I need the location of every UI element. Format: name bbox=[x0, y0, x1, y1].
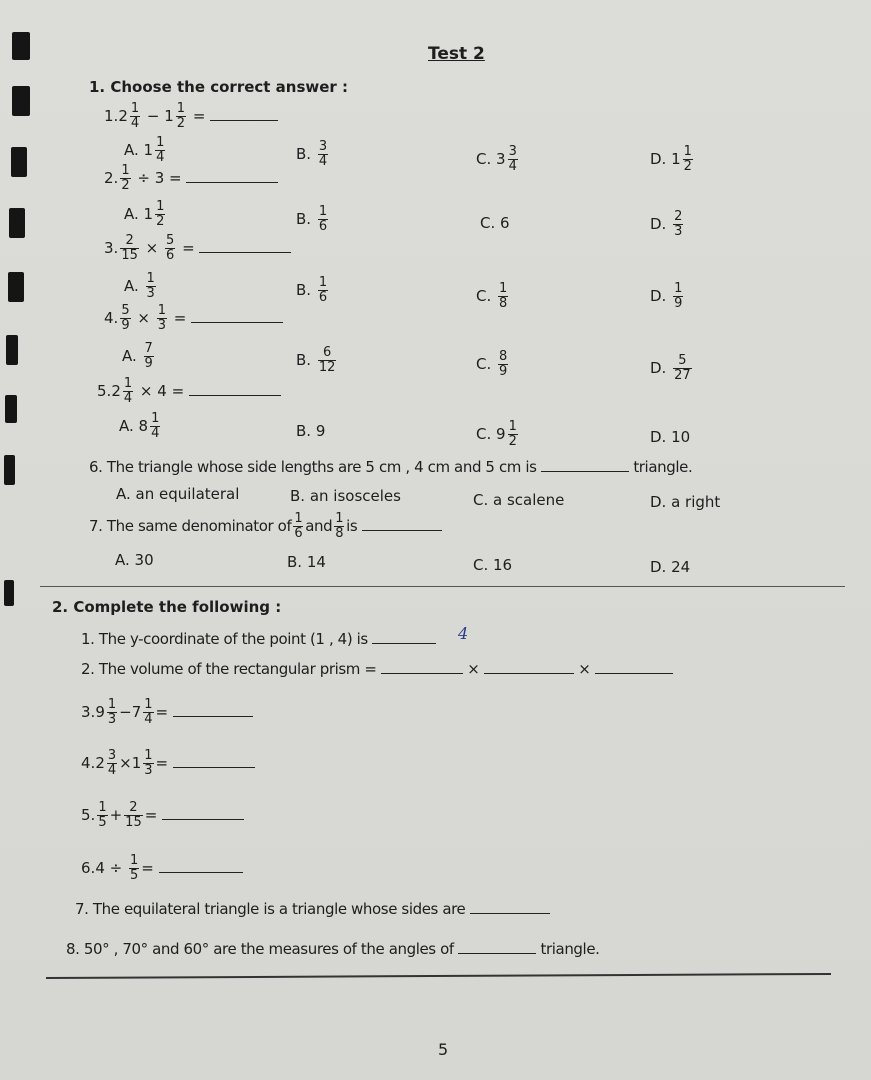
q1-4-option-a[interactable]: A. $\frac{7}{9}$ bbox=[122, 341, 153, 371]
q2-8-question: 8. 50° , 70° and 60° are the measures of the angles of triangle. bbox=[66, 940, 600, 958]
answer-blank[interactable] bbox=[173, 704, 253, 717]
section-divider bbox=[40, 586, 845, 587]
q1-1-expression: 1.2 $\frac{1}{4}$ − 1 $\frac{1}{2}$ = bbox=[104, 102, 278, 131]
q1-1-option-a[interactable]: A. 1 $\frac{1}{4}$ bbox=[124, 135, 165, 165]
answer-blank[interactable] bbox=[362, 518, 442, 531]
q1-5-option-b[interactable]: B. 9 bbox=[296, 422, 326, 440]
q1-5-option-d[interactable]: D. 10 bbox=[650, 428, 691, 446]
answer-blank[interactable] bbox=[199, 240, 291, 253]
answer-blank[interactable] bbox=[484, 661, 574, 674]
binder-hole bbox=[5, 395, 17, 423]
q2-4-expression: 4.2 $\frac{3}{4}$ ×1 $\frac{1}{3}$ = bbox=[81, 749, 255, 778]
q1-5-expression: 5.2 $\frac{1}{4}$ × 4 = bbox=[97, 377, 281, 406]
q1-1-option-c[interactable]: C. 3 $\frac{3}{4}$ bbox=[476, 144, 517, 174]
q1-2-expression: 2. $\frac{1}{2}$ ÷ 3 = bbox=[104, 164, 278, 193]
q1-7-option-a[interactable]: A. 30 bbox=[115, 551, 154, 569]
answer-blank[interactable] bbox=[173, 755, 255, 768]
answer-blank[interactable] bbox=[191, 310, 283, 323]
answer-blank[interactable] bbox=[159, 860, 243, 873]
page-title: Test 2 bbox=[428, 44, 485, 64]
q2-1-question: 1. The y-coordinate of the point (1 , 4) is bbox=[81, 630, 436, 648]
q1-3-option-b[interactable]: B. $\frac{1}{6}$ bbox=[296, 275, 328, 305]
binder-hole bbox=[12, 32, 30, 60]
bottom-divider bbox=[46, 973, 831, 979]
q1-2-option-a[interactable]: A. 1 $\frac{1}{2}$ bbox=[124, 199, 165, 229]
q1-5-option-c[interactable]: C. 9 $\frac{1}{2}$ bbox=[476, 419, 517, 449]
answer-blank[interactable] bbox=[381, 661, 463, 674]
q1-7-option-d[interactable]: D. 24 bbox=[650, 558, 691, 576]
answer-blank[interactable] bbox=[470, 901, 550, 914]
q1-2-option-b[interactable]: B. $\frac{1}{6}$ bbox=[296, 204, 328, 234]
answer-blank[interactable] bbox=[162, 807, 244, 820]
page-number: 5 bbox=[438, 1040, 449, 1059]
binder-hole bbox=[4, 580, 14, 606]
section1-heading: 1. Choose the correct answer : bbox=[89, 78, 349, 96]
q1-6-option-d[interactable]: D. a right bbox=[650, 493, 721, 511]
binder-hole bbox=[11, 147, 27, 177]
q1-2-option-d[interactable]: D. $\frac{2}{3}$ bbox=[650, 209, 683, 239]
q2-5-expression: 5. $\frac{1}{5}$ + $\frac{2}{15}$ = bbox=[81, 801, 244, 830]
q1-4-option-c[interactable]: C. $\frac{8}{9}$ bbox=[476, 349, 508, 379]
answer-blank[interactable] bbox=[595, 661, 673, 674]
q1-5-option-a[interactable]: A. 8 $\frac{1}{4}$ bbox=[119, 411, 160, 441]
binder-hole bbox=[12, 86, 30, 116]
q1-6-option-c[interactable]: C. a scalene bbox=[473, 491, 565, 509]
binder-hole bbox=[4, 455, 15, 485]
answer-blank[interactable] bbox=[541, 459, 629, 472]
q2-3-expression: 3.9 $\frac{1}{3}$ −7 $\frac{1}{4}$ = bbox=[81, 698, 253, 727]
answer-blank[interactable] bbox=[186, 170, 278, 183]
q1-6-option-b[interactable]: B. an isosceles bbox=[290, 487, 401, 505]
q1-3-option-c[interactable]: C. $\frac{1}{8}$ bbox=[476, 281, 508, 311]
q1-1-option-d[interactable]: D. 1 $\frac{1}{2}$ bbox=[650, 144, 692, 174]
q1-3-option-d[interactable]: D. $\frac{1}{9}$ bbox=[650, 281, 683, 311]
q1-7-option-b[interactable]: B. 14 bbox=[287, 553, 326, 571]
q1-4-expression: 4. $\frac{5}{9}$ × $\frac{1}{3}$ = bbox=[104, 304, 283, 333]
binder-hole bbox=[9, 208, 25, 238]
section2-heading: 2. Complete the following : bbox=[52, 598, 282, 616]
q1-2-option-c[interactable]: C. 6 bbox=[480, 214, 510, 232]
q1-4-option-d[interactable]: D. $\frac{5}{27}$ bbox=[650, 353, 691, 383]
q1-6-option-a[interactable]: A. an equilateral bbox=[116, 485, 240, 503]
q1-4-option-b[interactable]: B. $\frac{6}{12}$ bbox=[296, 345, 336, 375]
binder-hole bbox=[6, 335, 18, 365]
answer-blank[interactable] bbox=[210, 108, 278, 121]
answer-blank[interactable] bbox=[458, 941, 536, 954]
q1-3-expression: 3. $\frac{2}{15}$ × $\frac{5}{6}$ = bbox=[104, 234, 291, 263]
q2-6-expression: 6.4 ÷ $\frac{1}{5}$ = bbox=[81, 854, 243, 883]
q1-6-question: 6. The triangle whose side lengths are 5 cm , 4 cm and 5 cm is triangle. bbox=[89, 458, 693, 476]
handwritten-answer: 4 bbox=[458, 624, 469, 643]
q1-7-option-c[interactable]: C. 16 bbox=[473, 556, 513, 574]
q1-3-option-a[interactable]: A. $\frac{1}{3}$ bbox=[124, 271, 155, 301]
q1-1-option-b[interactable]: B. $\frac{3}{4}$ bbox=[296, 139, 328, 169]
binder-hole bbox=[8, 272, 24, 302]
q2-7-question: 7. The equilateral triangle is a triangle whose sides are bbox=[75, 900, 550, 918]
answer-blank[interactable] bbox=[189, 383, 281, 396]
answer-blank[interactable] bbox=[372, 631, 436, 644]
q2-2-question: 2. The volume of the rectangular prism = × × bbox=[81, 660, 673, 678]
q1-7-question: 7. The same denominator of $\frac{1}{6}$ and $\frac{1}{8}$ is bbox=[89, 512, 442, 541]
